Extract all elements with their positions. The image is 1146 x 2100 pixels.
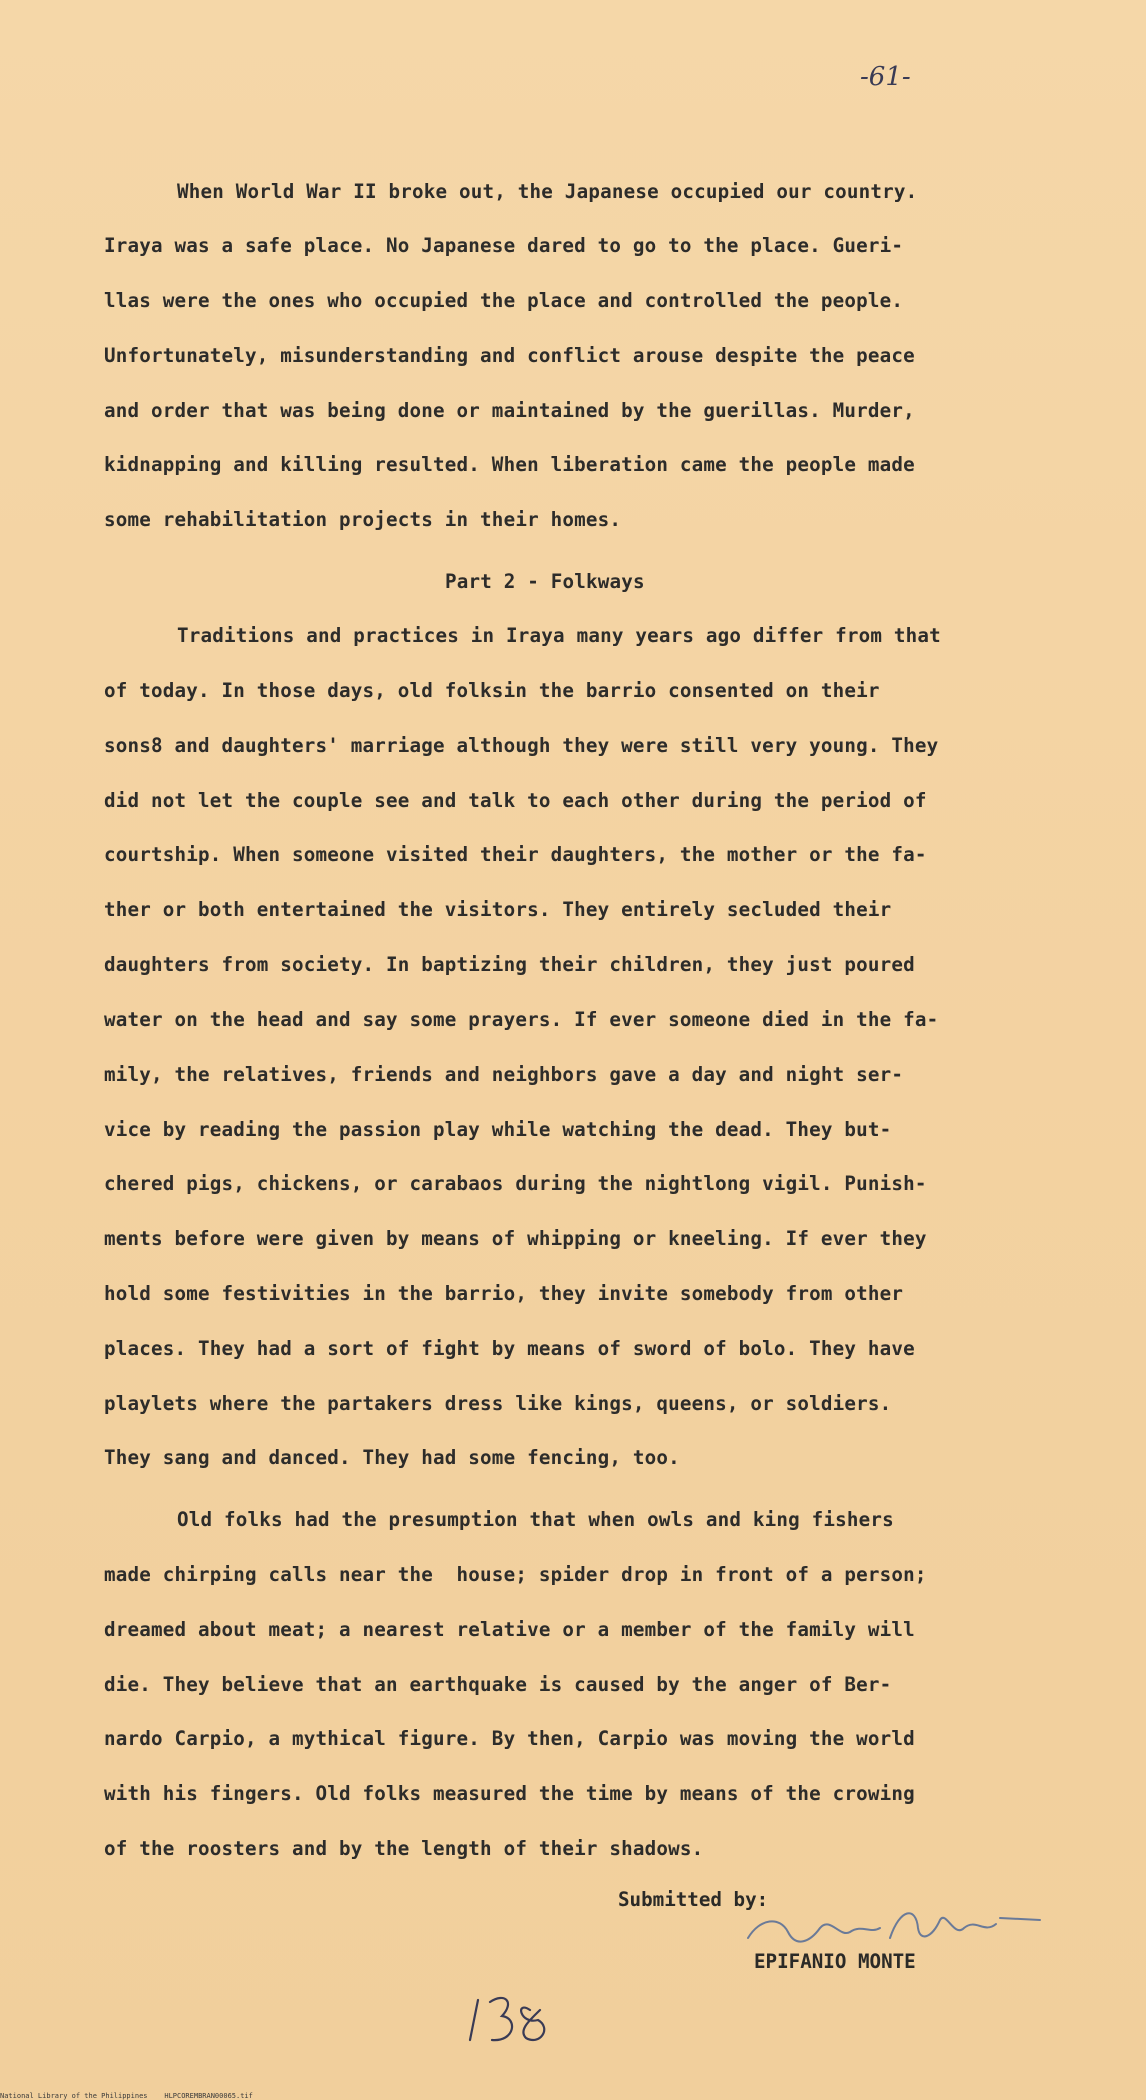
section-heading: Part 2 - Folkways [445,570,645,593]
text-line: ments before were given by means of whipping or kneeling. If ever they [104,1227,927,1250]
text-line: die. They believe that an earthquake is caused by the anger of Ber- [104,1673,892,1696]
submitted-by-label: Submitted by: [618,1888,769,1911]
text-line: chered pigs, chickens, or carabaos during the nightlong vigil. Punish- [104,1172,927,1195]
text-line: courtship. When someone visited their daughters, the mother or the fa- [104,843,927,866]
scan-footer: National Library of the Philippines HLPCOREMBRAN00065.tif [0,2092,253,2100]
text-line: Old folks had the presumption that when owls and king fishers [177,1508,894,1531]
text-line: Traditions and practices in Iraya many years ago differ from that [177,624,941,647]
page-number: -61- [860,62,911,92]
text-line: playlets where the partakers dress like kings, queens, or soldiers. [104,1392,892,1415]
text-line: When World War II broke out, the Japanese occupied our country. [177,180,918,203]
text-line: nardo Carpio, a mythical figure. By then, Carpio was moving the world [104,1727,915,1750]
text-line: sons8 and daughters' marriage although they were still very young. They [104,734,939,757]
signer-name: EPIFANIO MONTE [754,1950,916,1973]
text-line: hold some festivities in the barrio, they invite somebody from other [104,1282,904,1305]
text-line: vice by reading the passion play while watching the dead. They but- [104,1118,892,1141]
text-line: of the roosters and by the length of their shadows. [104,1837,704,1860]
text-line: Iraya was a safe place. No Japanese dared to go to the place. Gueri- [104,234,904,257]
text-line: did not let the couple see and talk to each other during the period of [104,789,927,812]
text-line: places. They had a sort of fight by means of sword of bolo. They have [104,1337,915,1360]
text-line: water on the head and say some prayers. If ever someone died in the fa- [104,1008,939,1031]
handwritten-archive-number [460,1980,580,2060]
text-line: of today. In those days, old folksin the barrio consented on their [104,679,880,702]
text-line: daughters from society. In baptizing their children, they just poured [104,953,915,976]
text-line: made chirping calls near the house; spider drop in front of a person; [104,1563,927,1586]
text-line: some rehabilitation projects in their homes. [104,508,622,531]
text-line: Unfortunately, misunderstanding and conflict arouse despite the peace [104,344,915,367]
text-line: kidnapping and killing resulted. When liberation came the people made [104,453,915,476]
text-line: and order that was being done or maintained by the guerillas. Murder, [104,399,915,422]
text-line: dreamed about meat; a nearest relative or a member of the family will [104,1618,915,1641]
handwritten-signature [740,1898,1070,1958]
text-line: mily, the relatives, friends and neighbors gave a day and night ser- [104,1063,904,1086]
text-line: with his fingers. Old folks measured the time by means of the crowing [104,1782,915,1805]
text-line: ther or both entertained the visitors. They entirely secluded their [104,898,892,921]
text-line: They sang and danced. They had some fencing, too. [104,1446,680,1469]
text-line: llas were the ones who occupied the place and controlled the people. [104,289,904,312]
